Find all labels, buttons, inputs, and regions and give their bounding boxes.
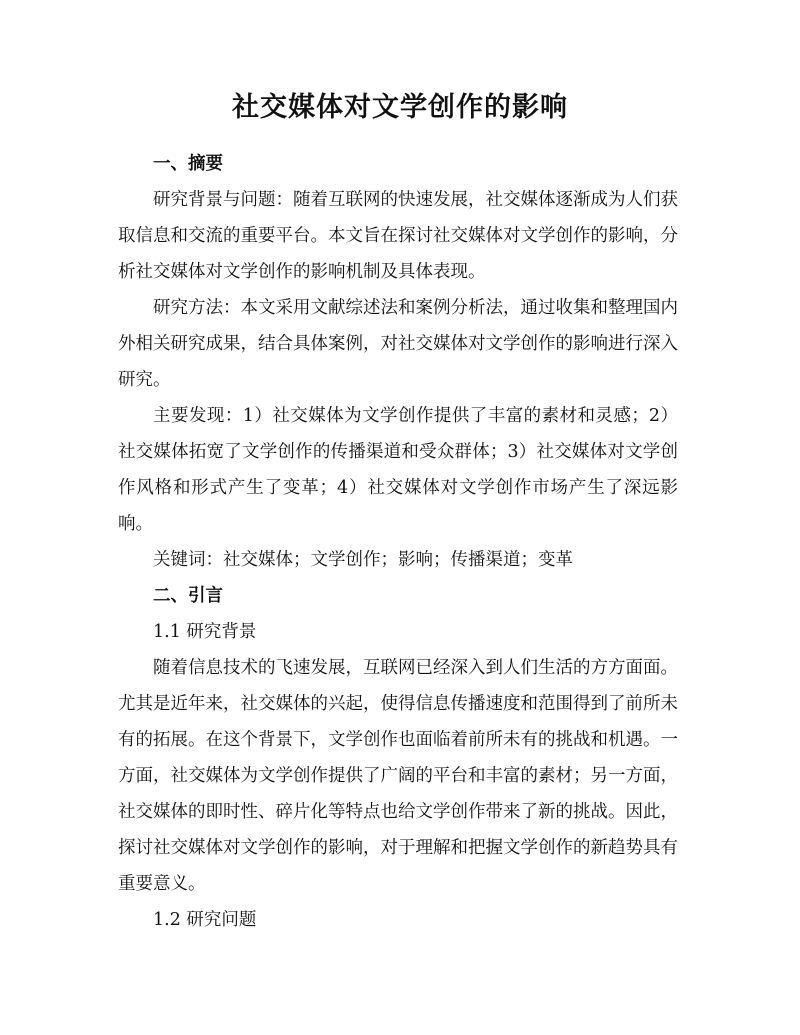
intro-subheading-background: 1.1 研究背景 — [153, 622, 257, 642]
keywords-line: 关键词：社交媒体；文学创作；影响；传播渠道；变革 — [153, 550, 573, 570]
abstract-findings-paragraph: 主要发现：1）社交媒体为文学创作提供了丰富的素材和灵感；2）社交媒体拓宽了文学创作的传播渠道和受众群体；3）社交媒体对文学创作风格和形式产生了变革；4）社交媒体对文学创作市场产生了深远影响。 — [118, 406, 678, 534]
document-body — [118, 146, 678, 938]
intro-heading: 二、引言 — [153, 586, 223, 606]
abstract-background-paragraph: 研究背景与问题：随着互联网的快速发展，社交媒体逐渐成为人们获取信息和交流的重要平台。本文旨在探讨社交媒体对文学创作的影响，分析社交媒体对文学创作的影响机制及具体表现。 — [118, 190, 678, 282]
document-title: 社交媒体对文学创作的影响 — [232, 92, 568, 123]
intro-subheading-question: 1.2 研究问题 — [153, 910, 257, 930]
abstract-heading: 一、摘要 — [153, 154, 223, 174]
abstract-methods-paragraph: 研究方法：本文采用文献综述法和案例分析法，通过收集和整理国内外相关研究成果，结合具体案例，对社交媒体对文学创作的影响进行深入研究。 — [118, 298, 678, 390]
intro-background-paragraph: 随着信息技术的飞速发展，互联网已经深入到人们生活的方方面面。尤其是近年来，社交媒体的兴起，使得信息传播速度和范围得到了前所未有的拓展。在这个背景下，文学创作也面临着前所未有的挑战和机遇。一方面，社交媒体为文学创作提供了广阔的平台和丰富的素材；另一方面，社交媒体的即时性、碎片化等特点也给文学创作带来了新的挑战。因此，探讨社交媒体对文学创作的影响，对于理解和把握文学创作的新趋势具有重要意义。 — [118, 658, 678, 894]
